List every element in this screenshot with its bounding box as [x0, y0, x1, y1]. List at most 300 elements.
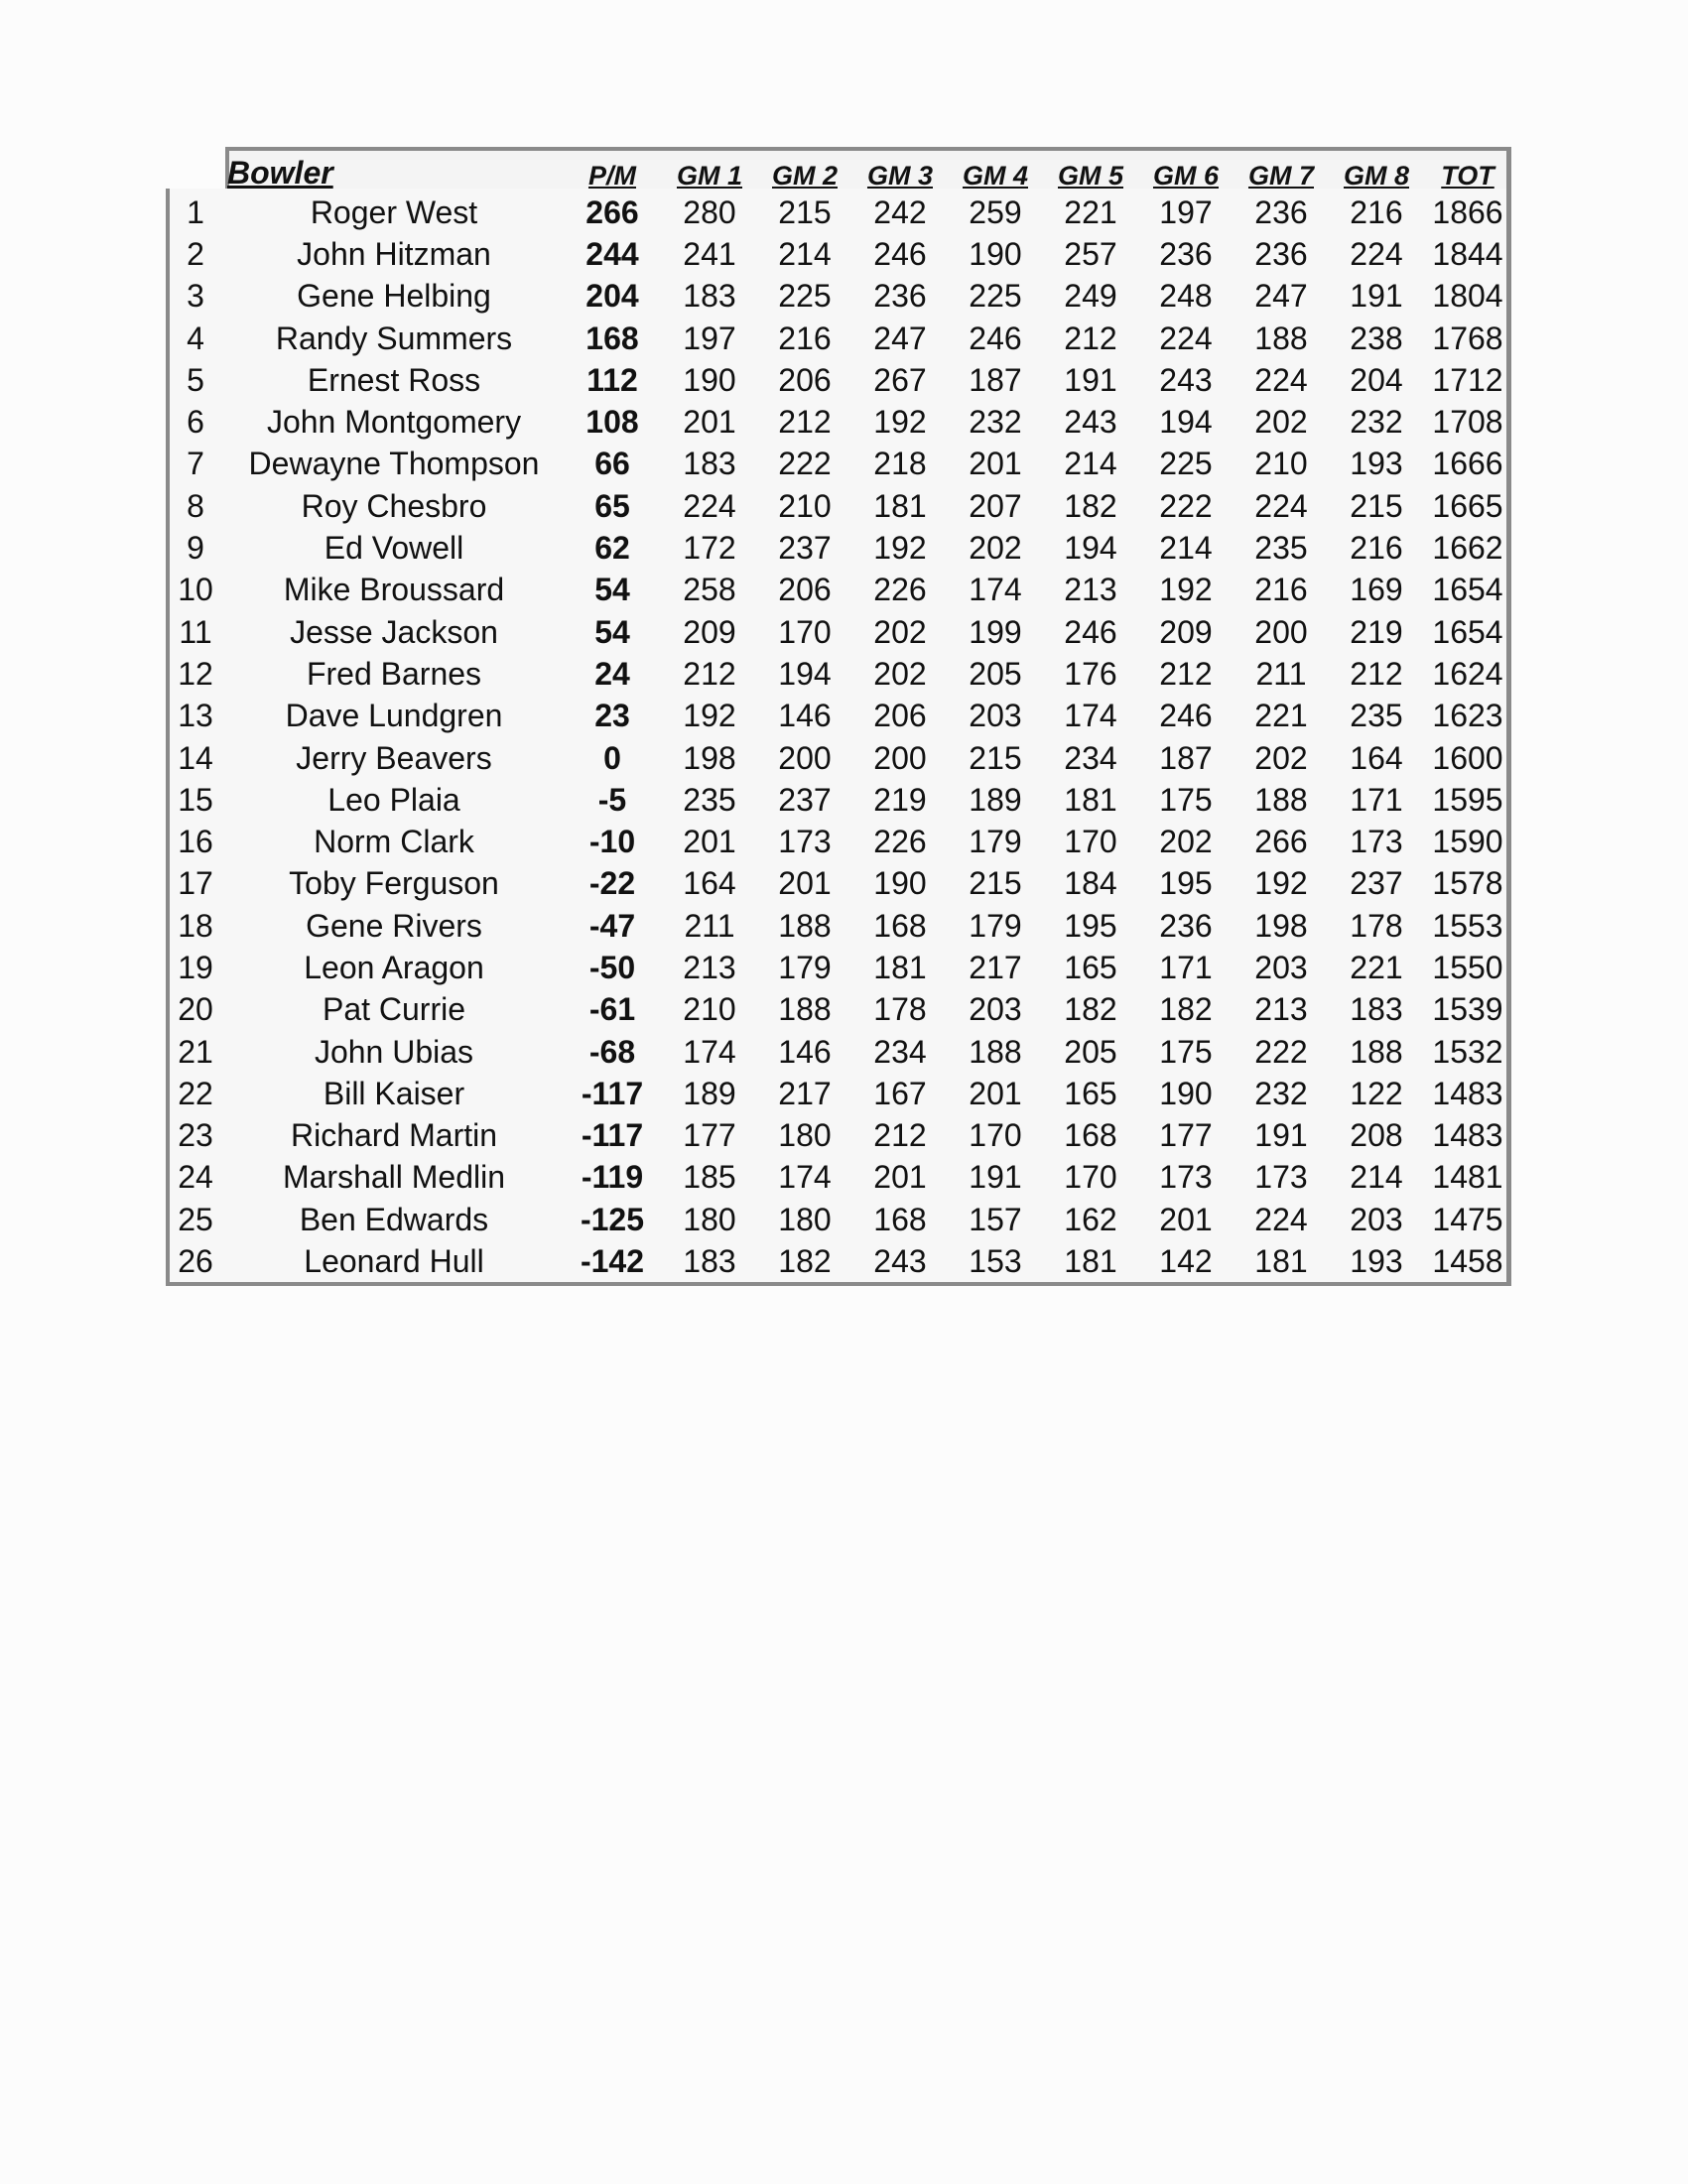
game-5-score: 221	[1064, 193, 1117, 230]
game-1-score: 183	[683, 1243, 736, 1280]
plus-minus-value: -22	[588, 865, 636, 902]
game-6-score: 192	[1159, 572, 1213, 608]
game-7-score: 181	[1254, 1243, 1308, 1280]
table-row	[166, 947, 1511, 988]
bowler-name: Gene Rivers	[306, 907, 482, 944]
game-4-score: 205	[969, 655, 1022, 692]
game-5-score: 168	[1064, 1117, 1117, 1154]
table-row	[166, 401, 1511, 443]
game-6-score: 222	[1159, 487, 1213, 524]
bowler-name: Jerry Beavers	[296, 739, 492, 776]
rank-cell: 21	[178, 1033, 213, 1070]
game-3-score: 181	[873, 949, 927, 985]
bowler-name: Ed Vowell	[324, 530, 464, 567]
game-6-score: 182	[1159, 991, 1213, 1028]
plus-minus-value: -47	[588, 907, 636, 944]
game-7-score: 235	[1254, 530, 1308, 567]
game-1-score: 213	[683, 949, 736, 985]
game-6-score: 187	[1159, 739, 1213, 776]
table-row	[166, 1073, 1511, 1114]
game-8-score: 203	[1350, 1201, 1403, 1237]
bowler-name: Roger West	[310, 193, 478, 230]
game-3-score: 247	[873, 320, 927, 356]
game-3-score: 218	[873, 446, 927, 482]
total-score: 1623	[1432, 698, 1503, 734]
total-score: 1475	[1432, 1201, 1503, 1237]
game-8-score: 237	[1350, 865, 1403, 902]
game-6-score: 248	[1159, 278, 1213, 315]
game-8-score: 171	[1350, 781, 1403, 818]
pm-header: P/M	[587, 161, 636, 191]
total-score: 1654	[1432, 613, 1503, 650]
rank-cell: 12	[178, 655, 213, 692]
game-2-score: 206	[778, 572, 832, 608]
rank-cell: 26	[178, 1243, 213, 1280]
total-score: 1624	[1432, 655, 1503, 692]
game-5-score: 176	[1064, 655, 1117, 692]
total-score: 1595	[1432, 781, 1503, 818]
game-3-score: 192	[873, 404, 927, 441]
rank-cell: 24	[178, 1159, 213, 1196]
total-score: 1654	[1432, 572, 1503, 608]
table-row	[166, 527, 1511, 569]
table-row	[166, 1115, 1511, 1157]
total-header: TOT	[1441, 161, 1494, 191]
table-row	[166, 653, 1511, 695]
total-score: 1666	[1432, 446, 1503, 482]
game-2-score: 237	[778, 530, 832, 567]
game-7-score: 188	[1254, 320, 1308, 356]
rank-cell: 1	[187, 193, 204, 230]
game-5-score: 165	[1064, 949, 1117, 985]
game-5-score: 195	[1064, 907, 1117, 944]
game-1-score: 235	[683, 781, 736, 818]
game-3-score: 202	[873, 613, 927, 650]
game-4-score: 179	[969, 824, 1022, 860]
bowler-name: John Ubias	[314, 1033, 474, 1070]
bowler-name: John Hitzman	[297, 235, 491, 272]
total-score: 1550	[1432, 949, 1503, 985]
game-2-score: 215	[778, 193, 832, 230]
game-1-score: 172	[683, 530, 736, 567]
plus-minus-value: 66	[594, 446, 630, 482]
table-row	[166, 696, 1511, 737]
game-7-score: 232	[1254, 1075, 1308, 1111]
bowler-name: Ernest Ross	[307, 361, 481, 398]
plus-minus-value: 0	[603, 739, 621, 776]
total-score: 1708	[1432, 404, 1503, 441]
game-6-score: 171	[1159, 949, 1213, 985]
bowler-name: Leon Aragon	[304, 949, 484, 985]
game-7-score: 200	[1254, 613, 1308, 650]
game-2-score: 194	[778, 655, 832, 692]
plus-minus-value: 65	[594, 487, 630, 524]
game-1-score: 210	[683, 991, 736, 1028]
rank-cell: 2	[187, 235, 204, 272]
game-6-score: 243	[1159, 361, 1213, 398]
game-5-score: 165	[1064, 1075, 1117, 1111]
plus-minus-value: 112	[586, 361, 638, 398]
game-6-score: 212	[1159, 655, 1213, 692]
bowler-name: Leonard Hull	[304, 1243, 484, 1280]
game-8-score: 216	[1350, 193, 1403, 230]
game-5-score: 243	[1064, 404, 1117, 441]
game-7-score: 247	[1254, 278, 1308, 315]
game-8-score: 212	[1350, 655, 1403, 692]
game-5-score: 174	[1064, 698, 1117, 734]
game-5-score: 182	[1064, 991, 1117, 1028]
game-6-score: 225	[1159, 446, 1213, 482]
total-score: 1600	[1432, 739, 1503, 776]
game-2-score: 217	[778, 1075, 832, 1111]
game-3-score: 242	[873, 193, 927, 230]
game-8-score: 164	[1350, 739, 1403, 776]
game-4-score: 188	[969, 1033, 1022, 1070]
total-score: 1481	[1432, 1159, 1503, 1196]
game-5-score: 205	[1064, 1033, 1117, 1070]
game-2-score: 206	[778, 361, 832, 398]
rank-cell: 6	[187, 404, 204, 441]
game-8-score: 224	[1350, 235, 1403, 272]
plus-minus-value: -50	[588, 949, 636, 985]
game-7-score: 188	[1254, 781, 1308, 818]
game-8-score: 215	[1350, 487, 1403, 524]
bowler-name: Bill Kaiser	[323, 1075, 465, 1111]
game-1-score: 183	[683, 278, 736, 315]
game-8-score: 193	[1350, 446, 1403, 482]
game-5-score: 182	[1064, 487, 1117, 524]
table-row	[166, 233, 1511, 275]
game-8-score: 188	[1350, 1033, 1403, 1070]
game-3-score: 201	[873, 1159, 927, 1196]
game-4-score: 189	[969, 781, 1022, 818]
standings-sheet	[166, 147, 1511, 1286]
game-5-score: 191	[1064, 361, 1117, 398]
total-score: 1804	[1432, 278, 1503, 315]
rank-cell: 5	[187, 361, 204, 398]
game-2-score: 146	[778, 698, 832, 734]
total-score: 1483	[1432, 1075, 1503, 1111]
game-1-score: 177	[683, 1117, 736, 1154]
table-row	[166, 192, 1511, 233]
game-4-score: 187	[969, 361, 1022, 398]
plus-minus-value: -119	[581, 1159, 644, 1196]
game-2-score: 182	[778, 1243, 832, 1280]
rank-cell: 10	[178, 572, 213, 608]
table-row	[166, 779, 1511, 821]
table-row	[166, 359, 1511, 401]
bowler-header: Bowler	[227, 155, 333, 191]
game-6-score: 202	[1159, 824, 1213, 860]
game-6-score: 197	[1159, 193, 1213, 230]
game-6-score: 236	[1159, 235, 1213, 272]
game-4-score: 232	[969, 404, 1022, 441]
table-row	[166, 989, 1511, 1031]
game-2-score: 188	[778, 907, 832, 944]
bowler-name: Jesse Jackson	[290, 613, 498, 650]
plus-minus-value: -68	[588, 1033, 636, 1070]
game-7-score: 211	[1255, 655, 1307, 692]
game-1-header: GM 1	[676, 161, 742, 191]
game-8-score: 169	[1350, 572, 1403, 608]
plus-minus-value: -10	[588, 824, 636, 860]
game-8-score: 232	[1350, 404, 1403, 441]
game-5-score: 246	[1064, 613, 1117, 650]
game-3-score: 267	[873, 361, 927, 398]
game-3-score: 226	[873, 572, 927, 608]
table-row	[166, 570, 1511, 611]
plus-minus-value: -61	[588, 991, 636, 1028]
game-5-score: 234	[1064, 739, 1117, 776]
game-7-score: 216	[1254, 572, 1308, 608]
plus-minus-value: 168	[585, 320, 639, 356]
game-1-score: 224	[683, 487, 736, 524]
header-row	[166, 155, 1511, 192]
game-1-score: 190	[683, 361, 736, 398]
game-3-score: 178	[873, 991, 927, 1028]
game-4-score: 217	[969, 949, 1022, 985]
game-1-score: 180	[683, 1201, 736, 1237]
table-row	[166, 444, 1511, 485]
game-5-score: 162	[1064, 1201, 1117, 1237]
game-6-score: 175	[1159, 1033, 1213, 1070]
plus-minus-value: 266	[585, 193, 639, 230]
game-8-score: 193	[1350, 1243, 1403, 1280]
game-4-score: 179	[969, 907, 1022, 944]
game-4-score: 190	[969, 235, 1022, 272]
game-5-score: 184	[1064, 865, 1117, 902]
total-score: 1662	[1432, 530, 1503, 567]
game-2-score: 225	[778, 278, 832, 315]
game-1-score: 185	[683, 1159, 736, 1196]
game-7-score: 198	[1254, 907, 1308, 944]
game-7-score: 210	[1254, 446, 1308, 482]
game-1-score: 211	[684, 907, 735, 944]
game-1-score: 164	[683, 865, 736, 902]
plus-minus-value: -142	[580, 1243, 645, 1280]
game-5-score: 194	[1064, 530, 1117, 567]
game-4-score: 215	[969, 865, 1022, 902]
bowler-name: Ben Edwards	[299, 1201, 489, 1237]
plus-minus-value: 108	[585, 404, 639, 441]
game-4-score: 203	[969, 698, 1022, 734]
game-6-score: 201	[1159, 1201, 1213, 1237]
plus-minus-value: 54	[594, 613, 630, 650]
bowler-name: Richard Martin	[290, 1117, 498, 1154]
game-1-score: 241	[683, 235, 736, 272]
game-6-score: 177	[1159, 1117, 1213, 1154]
plus-minus-value: -5	[597, 781, 627, 818]
game-1-score: 258	[683, 572, 736, 608]
table-row	[166, 276, 1511, 318]
bowler-name: John Montgomery	[266, 404, 522, 441]
bowler-name: Marshall Medlin	[282, 1159, 506, 1196]
game-4-score: 202	[969, 530, 1022, 567]
plus-minus-value: 24	[594, 655, 630, 692]
game-7-score: 203	[1254, 949, 1308, 985]
game-6-score: 142	[1159, 1243, 1213, 1280]
total-score: 1590	[1432, 824, 1503, 860]
game-6-score: 224	[1159, 320, 1213, 356]
game-1-score: 174	[683, 1033, 736, 1070]
rank-cell: 19	[178, 949, 213, 985]
game-2-score: 200	[778, 739, 832, 776]
game-7-score: 213	[1254, 991, 1308, 1028]
game-6-score: 236	[1159, 907, 1213, 944]
game-8-score: 214	[1350, 1159, 1403, 1196]
game-8-score: 204	[1350, 361, 1403, 398]
game-8-score: 173	[1350, 824, 1403, 860]
rank-cell: 7	[187, 446, 204, 482]
game-3-score: 212	[873, 1117, 927, 1154]
game-1-score: 183	[683, 446, 736, 482]
rank-cell: 13	[178, 698, 213, 734]
table-row	[166, 1157, 1511, 1199]
game-6-header: GM 6	[1152, 161, 1219, 191]
game-4-score: 203	[969, 991, 1022, 1028]
game-2-score: 170	[778, 613, 832, 650]
plus-minus-value: 62	[594, 530, 630, 567]
bowler-name: Gene Helbing	[297, 278, 491, 315]
game-4-score: 201	[969, 446, 1022, 482]
table-row	[166, 1199, 1511, 1240]
game-4-score: 191	[969, 1159, 1022, 1196]
game-3-score: 243	[873, 1243, 927, 1280]
total-score: 1712	[1432, 361, 1503, 398]
game-8-score: 178	[1350, 907, 1403, 944]
plus-minus-value: -117	[581, 1117, 644, 1154]
game-7-score: 202	[1254, 404, 1308, 441]
game-2-score: 222	[778, 446, 832, 482]
game-3-score: 190	[873, 865, 927, 902]
game-4-score: 170	[969, 1117, 1022, 1154]
game-7-score: 202	[1254, 739, 1308, 776]
game-3-score: 219	[873, 781, 927, 818]
game-1-score: 189	[683, 1075, 736, 1111]
rank-cell: 17	[178, 865, 213, 902]
rank-cell: 16	[178, 824, 213, 860]
total-score: 1768	[1432, 320, 1503, 356]
bowler-name: Fred Barnes	[306, 655, 482, 692]
game-5-header: GM 5	[1057, 161, 1123, 191]
game-3-score: 234	[873, 1033, 927, 1070]
game-2-score: 173	[778, 824, 832, 860]
table-row	[166, 737, 1511, 779]
game-2-score: 180	[778, 1201, 832, 1237]
game-4-score: 201	[969, 1075, 1022, 1111]
rank-cell: 20	[178, 991, 213, 1028]
rank-cell: 14	[178, 739, 213, 776]
game-3-score: 168	[873, 907, 927, 944]
game-6-score: 175	[1159, 781, 1213, 818]
game-4-score: 174	[969, 572, 1022, 608]
game-2-score: 179	[778, 949, 832, 985]
game-1-score: 192	[683, 698, 736, 734]
game-3-score: 200	[873, 739, 927, 776]
game-7-score: 236	[1254, 193, 1308, 230]
game-1-score: 209	[683, 613, 736, 650]
rank-cell: 23	[178, 1117, 213, 1154]
game-3-score: 202	[873, 655, 927, 692]
game-2-score: 237	[778, 781, 832, 818]
game-5-score: 170	[1064, 1159, 1117, 1196]
game-3-score: 226	[873, 824, 927, 860]
game-1-score: 201	[683, 404, 736, 441]
bowler-name: Dave Lundgren	[285, 698, 503, 734]
plus-minus-value: 204	[585, 278, 639, 315]
total-score: 1844	[1432, 235, 1503, 272]
game-4-score: 199	[969, 613, 1022, 650]
game-1-score: 197	[683, 320, 736, 356]
plus-minus-value: 244	[585, 235, 639, 272]
rank-cell: 4	[187, 320, 204, 356]
game-7-score: 266	[1254, 824, 1308, 860]
game-5-score: 257	[1064, 235, 1117, 272]
game-7-score: 173	[1254, 1159, 1308, 1196]
game-3-score: 181	[873, 487, 927, 524]
game-7-score: 222	[1254, 1033, 1308, 1070]
rank-cell: 22	[178, 1075, 213, 1111]
game-2-header: GM 2	[771, 161, 838, 191]
rank-cell: 11	[179, 613, 212, 650]
game-8-score: 191	[1350, 278, 1403, 315]
game-5-score: 213	[1064, 572, 1117, 608]
rank-cell: 18	[178, 907, 213, 944]
game-6-score: 194	[1159, 404, 1213, 441]
game-8-score: 219	[1350, 613, 1403, 650]
game-2-score: 180	[778, 1117, 832, 1154]
table-row	[166, 611, 1511, 653]
total-score: 1532	[1432, 1033, 1503, 1070]
total-score: 1665	[1432, 487, 1503, 524]
game-2-score: 201	[778, 865, 832, 902]
game-3-score: 206	[873, 698, 927, 734]
game-2-score: 188	[778, 991, 832, 1028]
game-7-score: 192	[1254, 865, 1308, 902]
game-7-score: 191	[1254, 1117, 1308, 1154]
rank-cell: 15	[178, 781, 213, 818]
game-4-score: 207	[969, 487, 1022, 524]
table-row	[166, 485, 1511, 527]
rank-cell: 3	[187, 278, 204, 315]
game-7-header: GM 7	[1247, 161, 1314, 191]
total-score: 1483	[1432, 1117, 1503, 1154]
game-1-score: 201	[683, 824, 736, 860]
game-5-score: 170	[1064, 824, 1117, 860]
game-8-score: 221	[1350, 949, 1403, 985]
game-3-score: 192	[873, 530, 927, 567]
bowler-name: Norm Clark	[314, 824, 474, 860]
game-4-header: GM 4	[962, 161, 1028, 191]
game-7-score: 224	[1254, 487, 1308, 524]
game-5-score: 181	[1064, 781, 1117, 818]
game-8-score: 216	[1350, 530, 1403, 567]
game-3-score: 246	[873, 235, 927, 272]
game-2-score: 210	[778, 487, 832, 524]
game-2-score: 216	[778, 320, 832, 356]
total-score: 1458	[1432, 1243, 1503, 1280]
plus-minus-value: 54	[594, 572, 630, 608]
game-4-score: 215	[969, 739, 1022, 776]
game-5-score: 249	[1064, 278, 1117, 315]
game-6-score: 195	[1159, 865, 1213, 902]
plus-minus-value: 23	[594, 698, 630, 734]
game-4-score: 246	[969, 320, 1022, 356]
game-6-score: 214	[1159, 530, 1213, 567]
game-3-score: 167	[873, 1075, 927, 1111]
game-5-score: 214	[1064, 446, 1117, 482]
bowler-name: Pat Currie	[322, 991, 466, 1028]
